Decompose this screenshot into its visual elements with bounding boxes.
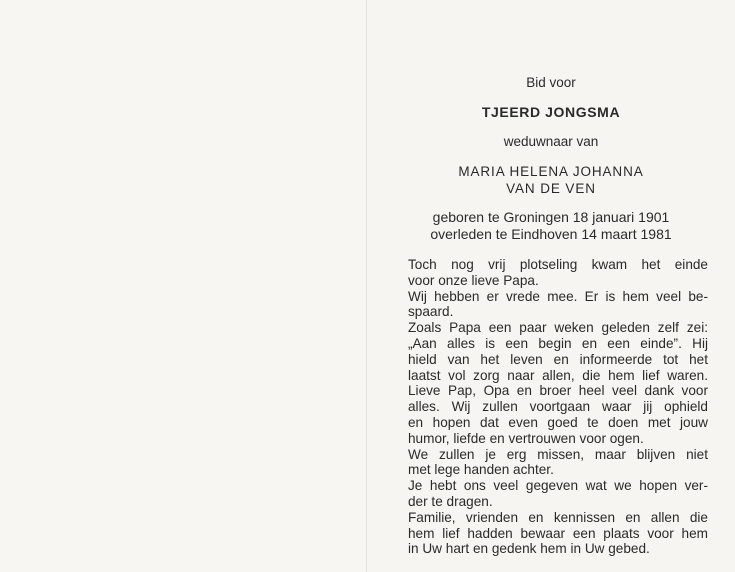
text-line: Je hebt ons veel gegeven wat we hopen ver- [408,478,708,494]
text-line: humor, liefde en vertrouwen voor ogen. [408,430,644,446]
deceased-name: TJEERD JONGSMA [481,104,621,120]
text-line: met lege handen achter. [408,462,554,478]
text-line: hem lief hadden bewaar een plaats voor hem [408,525,708,541]
text-line: We zullen je erg missen, maar blijven niet [408,446,708,462]
text-line: alles. Wij zullen voortgaan waar jij ophield [408,399,708,415]
birth-line: geboren te Groningen 18 januari 1901 [432,209,670,225]
text-line: voor onze lieve Papa. [408,272,539,288]
spouse-name-line2: VAN DE VEN [506,181,596,196]
text-line: Familie, vrienden en kennissen en allen die [408,509,708,525]
memorial-text [408,257,708,557]
text-line: Lieve Pap, Opa en broer heel veel dank voor [408,383,708,399]
death-line: overleden te Eindhoven 14 maart 1981 [430,226,672,242]
text-line: spaard. [408,304,454,320]
text-line: Zoals Papa een paar weken geleden zelf zei: [408,320,708,336]
text-line: Toch nog vrij plotseling kwam het einde [408,257,708,272]
header-text: Bid voor [526,75,576,90]
text-line: „Aan alles is een begin en een einde”. Hij [408,335,708,351]
text-line: Wij hebben er vrede mee. Er is hem veel be- [408,288,708,304]
text-line: der te dragen. [408,493,493,509]
text-line: hield van het leven en informeerde tot het [408,351,708,367]
text-line: in Uw hart en gedenk hem in Uw gebed. [408,541,650,557]
text-line: en hopen dat even goed te doen met jouw [408,414,708,430]
spouse-name-line1: MARIA HELENA JOHANNA [458,164,644,179]
blank-left-panel [0,0,366,572]
relation-text: weduwnaar van [503,134,599,149]
text-panel [367,0,735,572]
text-line: laatst vol zorg naar allen, die hem lief waren. [408,367,708,383]
